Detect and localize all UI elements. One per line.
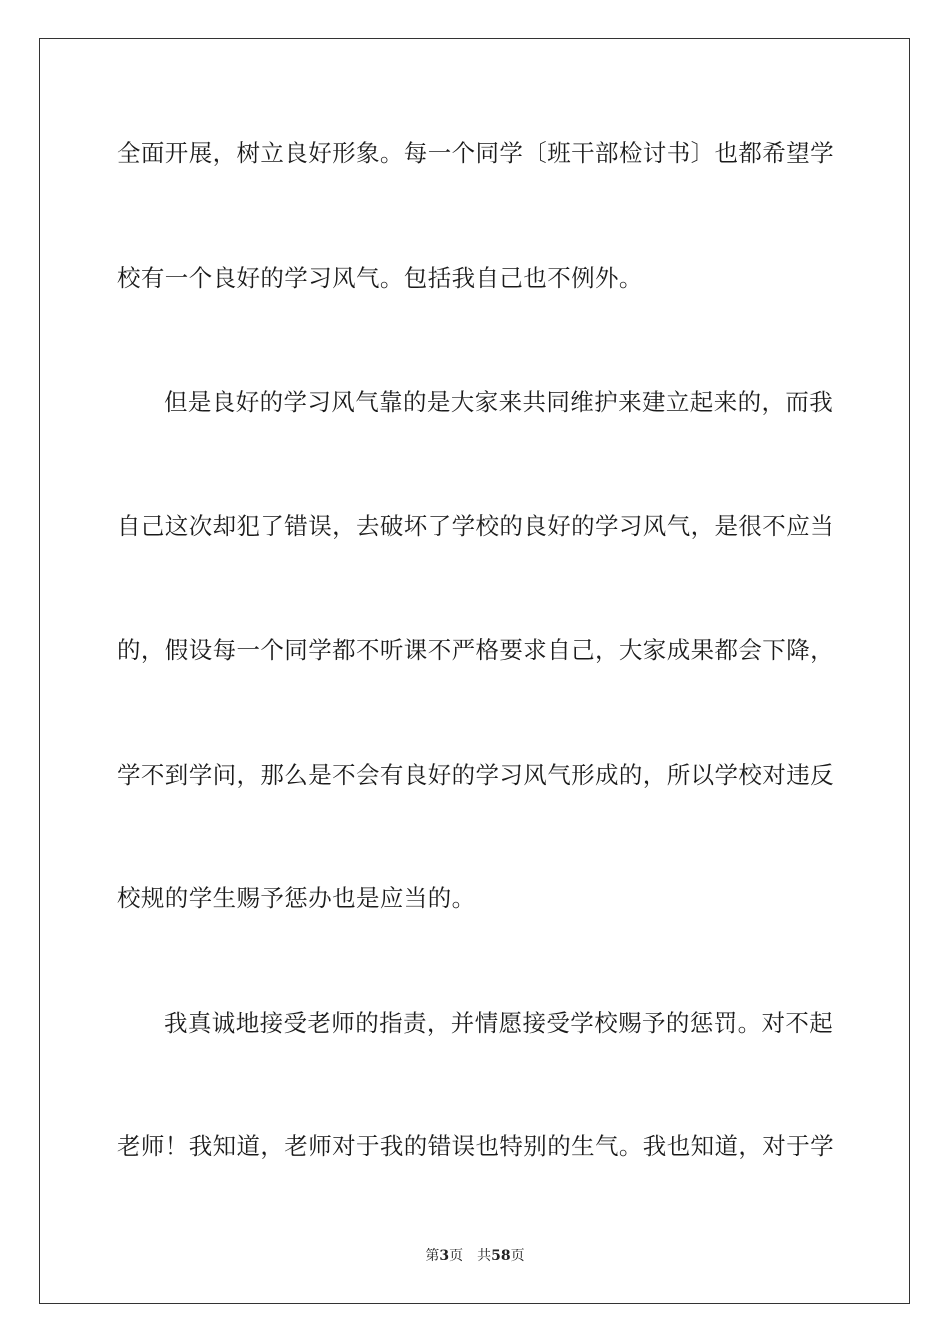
page-prefix: 第 [425,1248,440,1264]
body-line: 我真诚地接受老师的指责，并情愿接受学校赐予的惩罚。对不起 [164,1009,834,1037]
body-line: 校有一个良好的学习风气。包括我自己也不例外。 [117,264,643,292]
body-line: 老师！我知道，老师对于我的错误也特别的生气。我也知道，对于学 [117,1132,834,1160]
body-line: 全面开展，树立良好形象。每一个同学〔班干部检讨书〕也都希望学 [117,139,834,167]
page-suffix: 页 [510,1248,525,1264]
page-current: 3 [439,1248,450,1264]
page-border [39,38,910,1304]
page-total: 58 [491,1248,511,1264]
body-line: 的，假设每一个同学都不听课不严格要求自己，大家成果都会下降， [117,636,834,664]
page-number-footer [0,1246,950,1266]
body-line: 学不到学问，那么是不会有良好的学习风气形成的，所以学校对违反 [117,761,834,789]
body-line: 但是良好的学习风气靠的是大家来共同维护来建立起来的，而我 [164,388,834,416]
page-mid: 页 共 [449,1248,492,1264]
body-line: 自己这次却犯了错误，去破坏了学校的良好的学习风气，是很不应当 [117,512,834,540]
body-line: 校规的学生赐予惩办也是应当的。 [117,884,476,912]
